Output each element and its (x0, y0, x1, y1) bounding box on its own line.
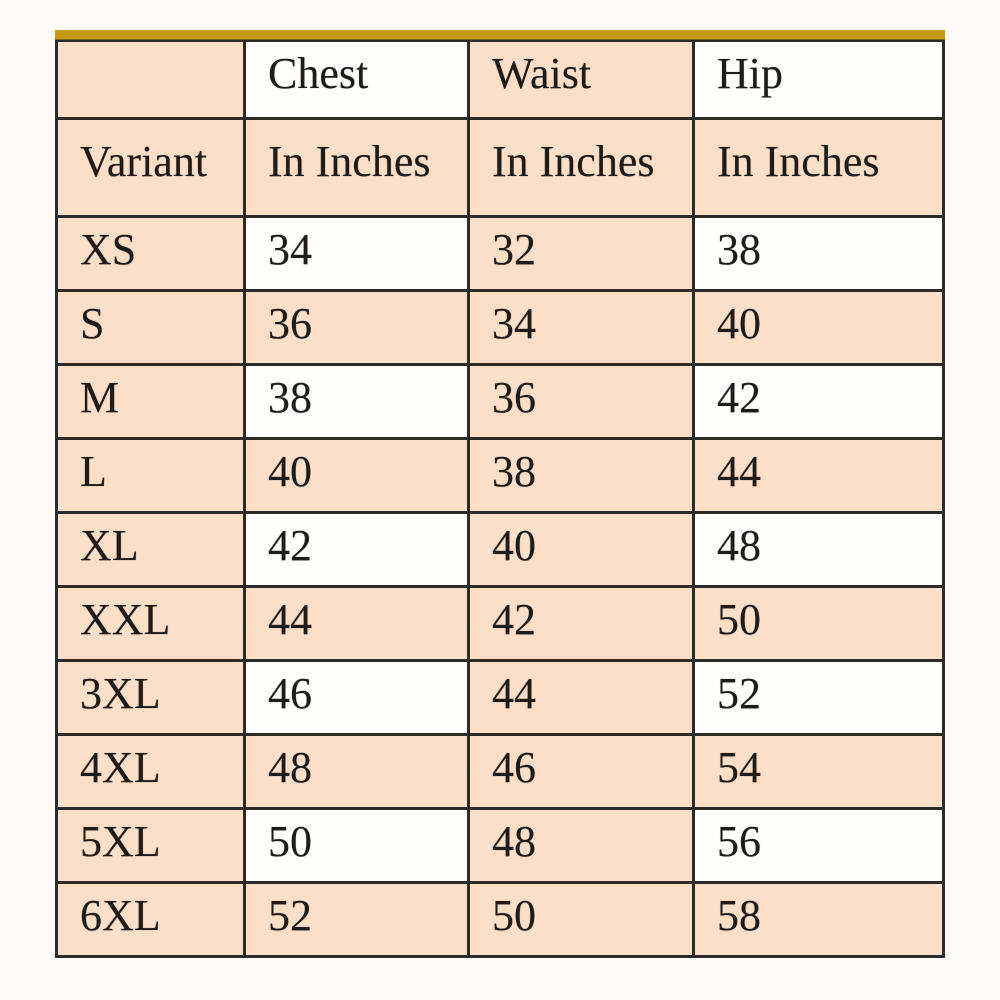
cell-m-hip: 42 (695, 366, 945, 440)
cell-xs-chest: 34 (246, 218, 470, 292)
cell-xxl-hip: 50 (695, 588, 945, 662)
cell-5xl-hip: 56 (695, 810, 945, 884)
cell-header-primary-variant (58, 42, 246, 120)
cell-3xl-variant: 3XL (58, 662, 246, 736)
cell-6xl-hip: 58 (695, 884, 945, 958)
cell-5xl-variant: 5XL (58, 810, 246, 884)
cell-4xl-chest: 48 (246, 736, 470, 810)
cell-xl-chest: 42 (246, 514, 470, 588)
cell-l-variant: L (58, 440, 246, 514)
cell-header-secondary-waist: In Inches (470, 120, 695, 218)
cell-xs-hip: 38 (695, 218, 945, 292)
cell-3xl-chest: 46 (246, 662, 470, 736)
cell-6xl-variant: 6XL (58, 884, 246, 958)
cell-5xl-chest: 50 (246, 810, 470, 884)
cell-s-hip: 40 (695, 292, 945, 366)
cell-xl-variant: XL (58, 514, 246, 588)
cell-s-waist: 34 (470, 292, 695, 366)
cell-s-variant: S (58, 292, 246, 366)
cell-5xl-waist: 48 (470, 810, 695, 884)
cell-m-chest: 38 (246, 366, 470, 440)
cell-m-waist: 36 (470, 366, 695, 440)
cell-xxl-waist: 42 (470, 588, 695, 662)
cell-xs-waist: 32 (470, 218, 695, 292)
cell-header-primary-waist: Waist (470, 42, 695, 120)
size-chart (55, 30, 945, 958)
cell-s-chest: 36 (246, 292, 470, 366)
cell-4xl-waist: 46 (470, 736, 695, 810)
size-chart-top-bar (55, 30, 945, 40)
cell-3xl-hip: 52 (695, 662, 945, 736)
cell-xxl-chest: 44 (246, 588, 470, 662)
cell-l-chest: 40 (246, 440, 470, 514)
cell-xs-variant: XS (58, 218, 246, 292)
cell-m-variant: M (58, 366, 246, 440)
cell-header-primary-chest: Chest (246, 42, 470, 120)
cell-4xl-hip: 54 (695, 736, 945, 810)
cell-header-secondary-hip: In Inches (695, 120, 945, 218)
cell-l-waist: 38 (470, 440, 695, 514)
cell-6xl-waist: 50 (470, 884, 695, 958)
cell-l-hip: 44 (695, 440, 945, 514)
cell-xl-hip: 48 (695, 514, 945, 588)
cell-header-secondary-chest: In Inches (246, 120, 470, 218)
cell-6xl-chest: 52 (246, 884, 470, 958)
cell-4xl-variant: 4XL (58, 736, 246, 810)
cell-3xl-waist: 44 (470, 662, 695, 736)
cell-xl-waist: 40 (470, 514, 695, 588)
cell-xxl-variant: XXL (58, 588, 246, 662)
cell-header-secondary-variant: Variant (58, 120, 246, 218)
cell-header-primary-hip: Hip (695, 42, 945, 120)
size-chart-grid (55, 40, 945, 958)
